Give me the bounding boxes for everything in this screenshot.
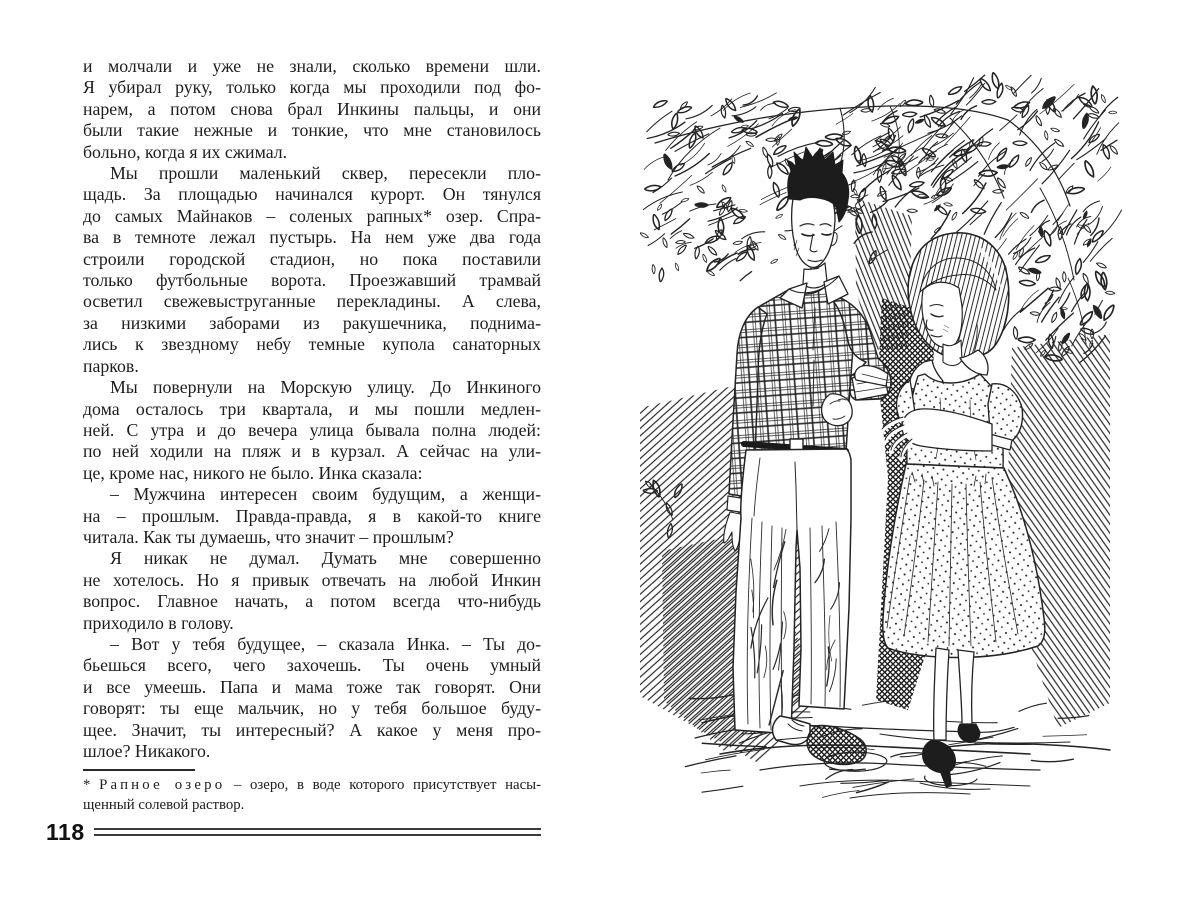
text-line: на – прошлым. Правда-правда, я в какой-то книге <box>83 505 541 526</box>
text-line: и все умеешь. Папа и мама тоже так говорят. Они <box>83 676 541 697</box>
text-line: ней. С утра и до вечера улица бывала полна людей: <box>83 419 541 440</box>
text-line: Я убирал руку, только когда мы проходили под фо- <box>83 77 541 98</box>
text-line: – Мужчина интересен своим будущим, а женщи- <box>110 484 541 505</box>
footer-rule <box>94 828 541 836</box>
text-line: щее. Значит, ты интересный? А какое у меня про- <box>83 719 541 740</box>
text-line: вопрос. Главное начать, а потом всегда что-нибудь <box>83 591 541 612</box>
text-line: це, кроме нас, никого не было. Инка сказала: <box>83 462 423 483</box>
text-line: бьешься всего, чего захочешь. Ты очень умный <box>83 655 541 676</box>
text-line: дома осталось три квартала, и мы пошли медлен- <box>83 398 541 419</box>
footnote-line <box>83 776 541 796</box>
text-line: по ней ходили на пляж и в курзал. А сейчас на ули- <box>83 441 541 462</box>
text-line: читала. Как ты думаешь, что значит – прошлым? <box>83 526 454 547</box>
text-line: лись к звездному небу темные купола санаторных <box>83 334 541 355</box>
page-text <box>83 56 541 762</box>
footnote-marker: * <box>83 777 91 793</box>
footnote-term: Рапное озеро <box>99 777 226 793</box>
background-hatching <box>640 198 1110 763</box>
text-line: больно, когда я их сжимал. <box>83 141 288 162</box>
text-line: Я никак не думал. Думать мне совершенно <box>110 548 541 569</box>
text-line: щадь. За площадью начинался курорт. Он тянулся <box>83 184 541 205</box>
text-line: приходило в голову. <box>83 612 234 633</box>
couple-walking-illustration <box>640 48 1130 818</box>
text-line: до самых Майнаков – соленых рапных* озер. Спра- <box>83 205 541 226</box>
page-footer <box>46 820 541 844</box>
text-line: только футбольные ворота. Проезжавший трамвай <box>83 270 541 291</box>
text-line: были такие нежные и тонкие, что мне становилось <box>83 120 541 141</box>
footnote-line: щенный солевой раствор. <box>83 796 245 813</box>
footnote-text: – озеро, в воде которого присутствует насы- <box>233 777 542 793</box>
footnote-separator <box>83 769 195 771</box>
paragraph <box>83 163 541 377</box>
text-line: парков. <box>83 355 139 376</box>
text-line: не хотелось. Но я привык отвечать на любой Инкин <box>83 569 541 590</box>
paragraph <box>83 377 541 484</box>
text-line: говорят: ты еще мальчик, но у тебя большое буду- <box>83 698 541 719</box>
text-line: Мы прошли маленький сквер, пересекли пло- <box>110 163 541 184</box>
text-line: нарем, а потом снова брал Инкины пальцы, и они <box>83 98 541 119</box>
text-line: – Вот у тебя будущее, – сказала Инка. – Ты до- <box>110 633 541 654</box>
paragraph <box>83 634 541 762</box>
text-line: шлое? Никакого. <box>83 741 211 761</box>
text-line: и молчали и уже не знали, сколько времени шли. <box>83 56 541 76</box>
text-line: ва в темноте лежал пустырь. На нем уже два года <box>83 227 541 248</box>
text-line: осветил свежевыструганные перекладины. А слева, <box>83 291 541 312</box>
text-line: за низкими заборами из ракушечника, поднима- <box>83 312 541 333</box>
text-line: Мы повернули на Морскую улицу. До Инкиного <box>110 377 541 398</box>
page-number: 118 <box>46 819 85 845</box>
text-line: строили городской стадион, но пока поставили <box>83 248 541 269</box>
footnote <box>83 776 541 815</box>
paragraph <box>83 484 541 548</box>
paragraph <box>83 548 541 634</box>
paragraph <box>83 56 541 163</box>
